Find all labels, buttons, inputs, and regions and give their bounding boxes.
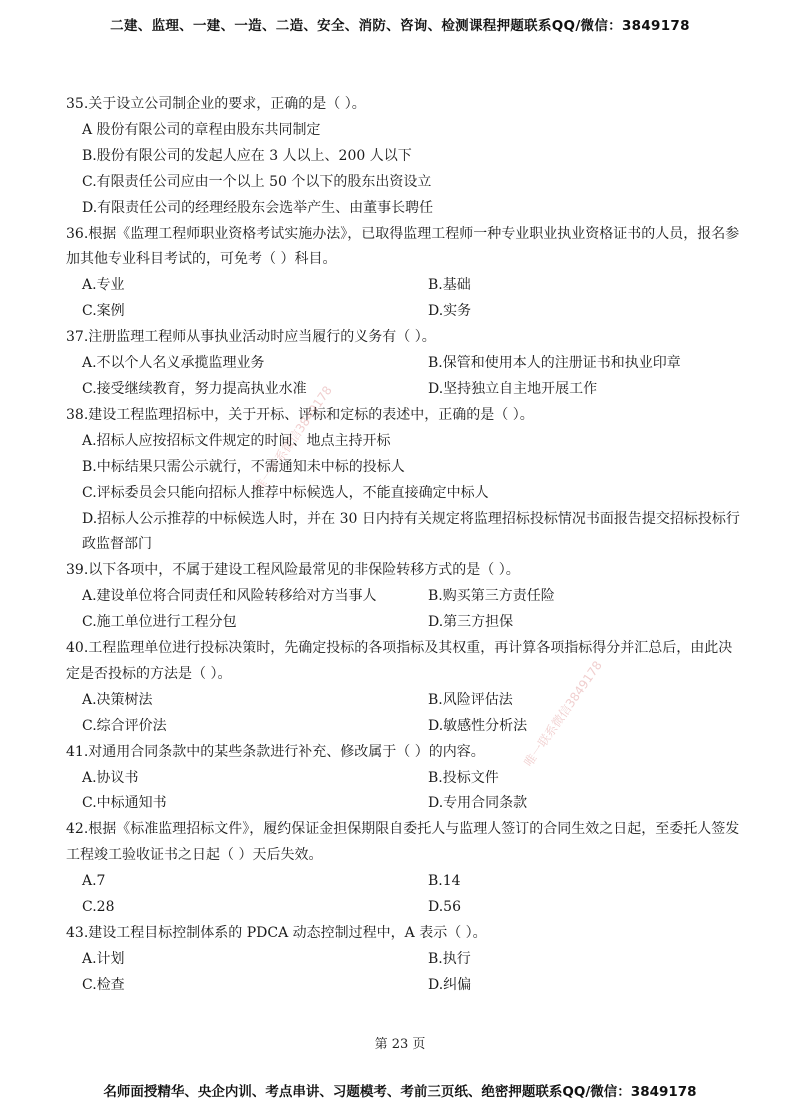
question-42-options-row-2 xyxy=(66,895,742,921)
question-39-option-a: A.建设单位将合同责任和风险转移给对方当事人 xyxy=(82,588,377,605)
question-37-option-c: C.接受继续教育，努力提高执业水准 xyxy=(82,380,307,397)
question-43-options-row-1 xyxy=(66,947,742,973)
question-43-option-c: C.检查 xyxy=(82,976,125,993)
question-40-options-row-1 xyxy=(66,688,742,714)
question-36-option-a: A.专业 xyxy=(82,277,125,294)
question-43-option-b: B.执行 xyxy=(428,950,471,967)
question-36-options-row-1 xyxy=(66,273,742,299)
question-40-option-a: A.决策树法 xyxy=(82,691,153,708)
question-42-option-d: D.56 xyxy=(428,899,461,916)
question-40-option-c: C.综合评价法 xyxy=(82,717,167,734)
question-39-option-b: B.购买第三方责任险 xyxy=(428,588,555,605)
watermark: 唯一联系微信3849178 xyxy=(521,658,605,770)
question-38-option-c: C.评标委员会只能向招标人推荐中标候选人，不能直接确定中标人 xyxy=(82,484,489,501)
question-40-stem: 40.工程监理单位进行投标决策时，先确定投标的各项指标及其权重，再计算各项指标得分并汇总后，由此决定是否投标的方法是（ ）。 xyxy=(66,640,733,682)
question-40-option-d: D.敏感性分析法 xyxy=(428,717,528,734)
question-41-option-d: D.专用合同条款 xyxy=(428,795,528,812)
question-35-option-d: D.有限责任公司的经理经股东会选举产生、由董事长聘任 xyxy=(82,199,434,216)
question-36-stem: 36.根据《监理工程师职业资格考试实施办法》，已取得监理工程师一种专业职业执业资格证书的人员，报名参加其他专业科目考试的，可免考（ ）科目。 xyxy=(66,225,740,268)
question-43-stem: 43.建设工程目标控制体系的 PDCA 动态控制过程中，A 表示（ ）。 xyxy=(66,925,487,941)
question-39-option-d: D.第三方担保 xyxy=(428,614,514,631)
question-list xyxy=(66,92,742,999)
question-41-option-c: C.中标通知书 xyxy=(82,795,167,812)
question-35-option-c: C.有限责任公司应由一个以上 50 个以下的股东出资设立 xyxy=(82,173,432,190)
question-42-option-a: A.7 xyxy=(82,873,106,890)
question-38-option-b: B.中标结果只需公示就行，不需通知未中标的投标人 xyxy=(82,458,405,475)
question-37-option-d: D.坚持独立自主地开展工作 xyxy=(428,380,598,397)
question-41-option-a: A.协议书 xyxy=(82,769,139,786)
question-38-stem: 38.建设工程监理招标中，关于开标、评标和定标的表述中，正确的是（ ）。 xyxy=(66,406,534,423)
question-43-option-d: D.纠偏 xyxy=(428,976,472,993)
question-36-options-row-2 xyxy=(66,299,742,325)
question-40-option-b: B.风险评估法 xyxy=(428,691,513,708)
question-42-stem: 42.根据《标准监理招标文件》，履约保证金担保期限自委托人与监理人签订的合同生效之日起，至委托人签发工程竣工验收证书之日起（ ）天后失效。 xyxy=(66,821,740,864)
question-37-option-b: B.保管和使用本人的注册证书和执业印章 xyxy=(428,355,681,372)
question-37-options-row-2 xyxy=(66,377,742,403)
question-38-option-a: A.招标人应按招标文件规定的时间、地点主持开标 xyxy=(82,432,391,449)
question-37-stem: 37.注册监理工程师从事执业活动时应当履行的义务有（ ）。 xyxy=(66,329,436,346)
question-39-stem: 39.以下各项中，不属于建设工程风险最常见的非保险转移方式的是（ ）。 xyxy=(66,562,520,579)
question-38-option-d: D.招标人公示推荐的中标候选人时，并在 30 日内持有关规定将监理招标投标情况书面报告提交招标投标行政监督部门 xyxy=(82,510,740,553)
question-39-option-c: C.施工单位进行工程分包 xyxy=(82,614,237,631)
question-35-stem: 35.关于设立公司制企业的要求，正确的是（ ）。 xyxy=(66,96,366,112)
page-number: 第 23 页 xyxy=(374,1037,426,1052)
watermark: 唯一联系微信3849178 xyxy=(251,383,335,495)
question-42-option-b: B.14 xyxy=(428,873,461,890)
page-footer-banner: 名师面授精华、央企内训、考点串讲、习题模考、考前三页纸、绝密押题联系QQ/微信：3849178 xyxy=(103,1084,697,1100)
question-41-options-row-2 xyxy=(66,791,742,817)
question-37-options-row-1 xyxy=(66,351,742,377)
question-35-option-b: B.股份有限公司的发起人应在 3 人以上、200 人以下 xyxy=(82,147,412,164)
question-36-option-b: B.基础 xyxy=(428,277,471,294)
question-43-options-row-2 xyxy=(66,973,742,999)
question-42-options-row-1 xyxy=(66,869,742,895)
question-41-stem: 41.对通用合同条款中的某些条款进行补充、修改属于（ ）的内容。 xyxy=(66,743,485,760)
question-37-option-a: A.不以个人名义承揽监理业务 xyxy=(82,355,265,372)
question-41-option-b: B.投标文件 xyxy=(428,769,499,786)
question-39-options-row-2 xyxy=(66,610,742,636)
question-40-options-row-2 xyxy=(66,714,742,740)
question-42-option-c: C.28 xyxy=(82,899,115,916)
question-43-option-a: A.计划 xyxy=(82,950,125,967)
question-39-options-row-1 xyxy=(66,584,742,610)
question-36-option-c: C.案例 xyxy=(82,303,125,320)
question-36-option-d: D.实务 xyxy=(428,303,472,320)
question-41-options-row-1 xyxy=(66,766,742,792)
page-header-banner: 二建、监理、一建、一造、二造、安全、消防、咨询、检测课程押题联系QQ/微信：3849178 xyxy=(110,18,690,34)
question-35-option-a: A 股份有限公司的章程由股东共同制定 xyxy=(82,121,321,138)
